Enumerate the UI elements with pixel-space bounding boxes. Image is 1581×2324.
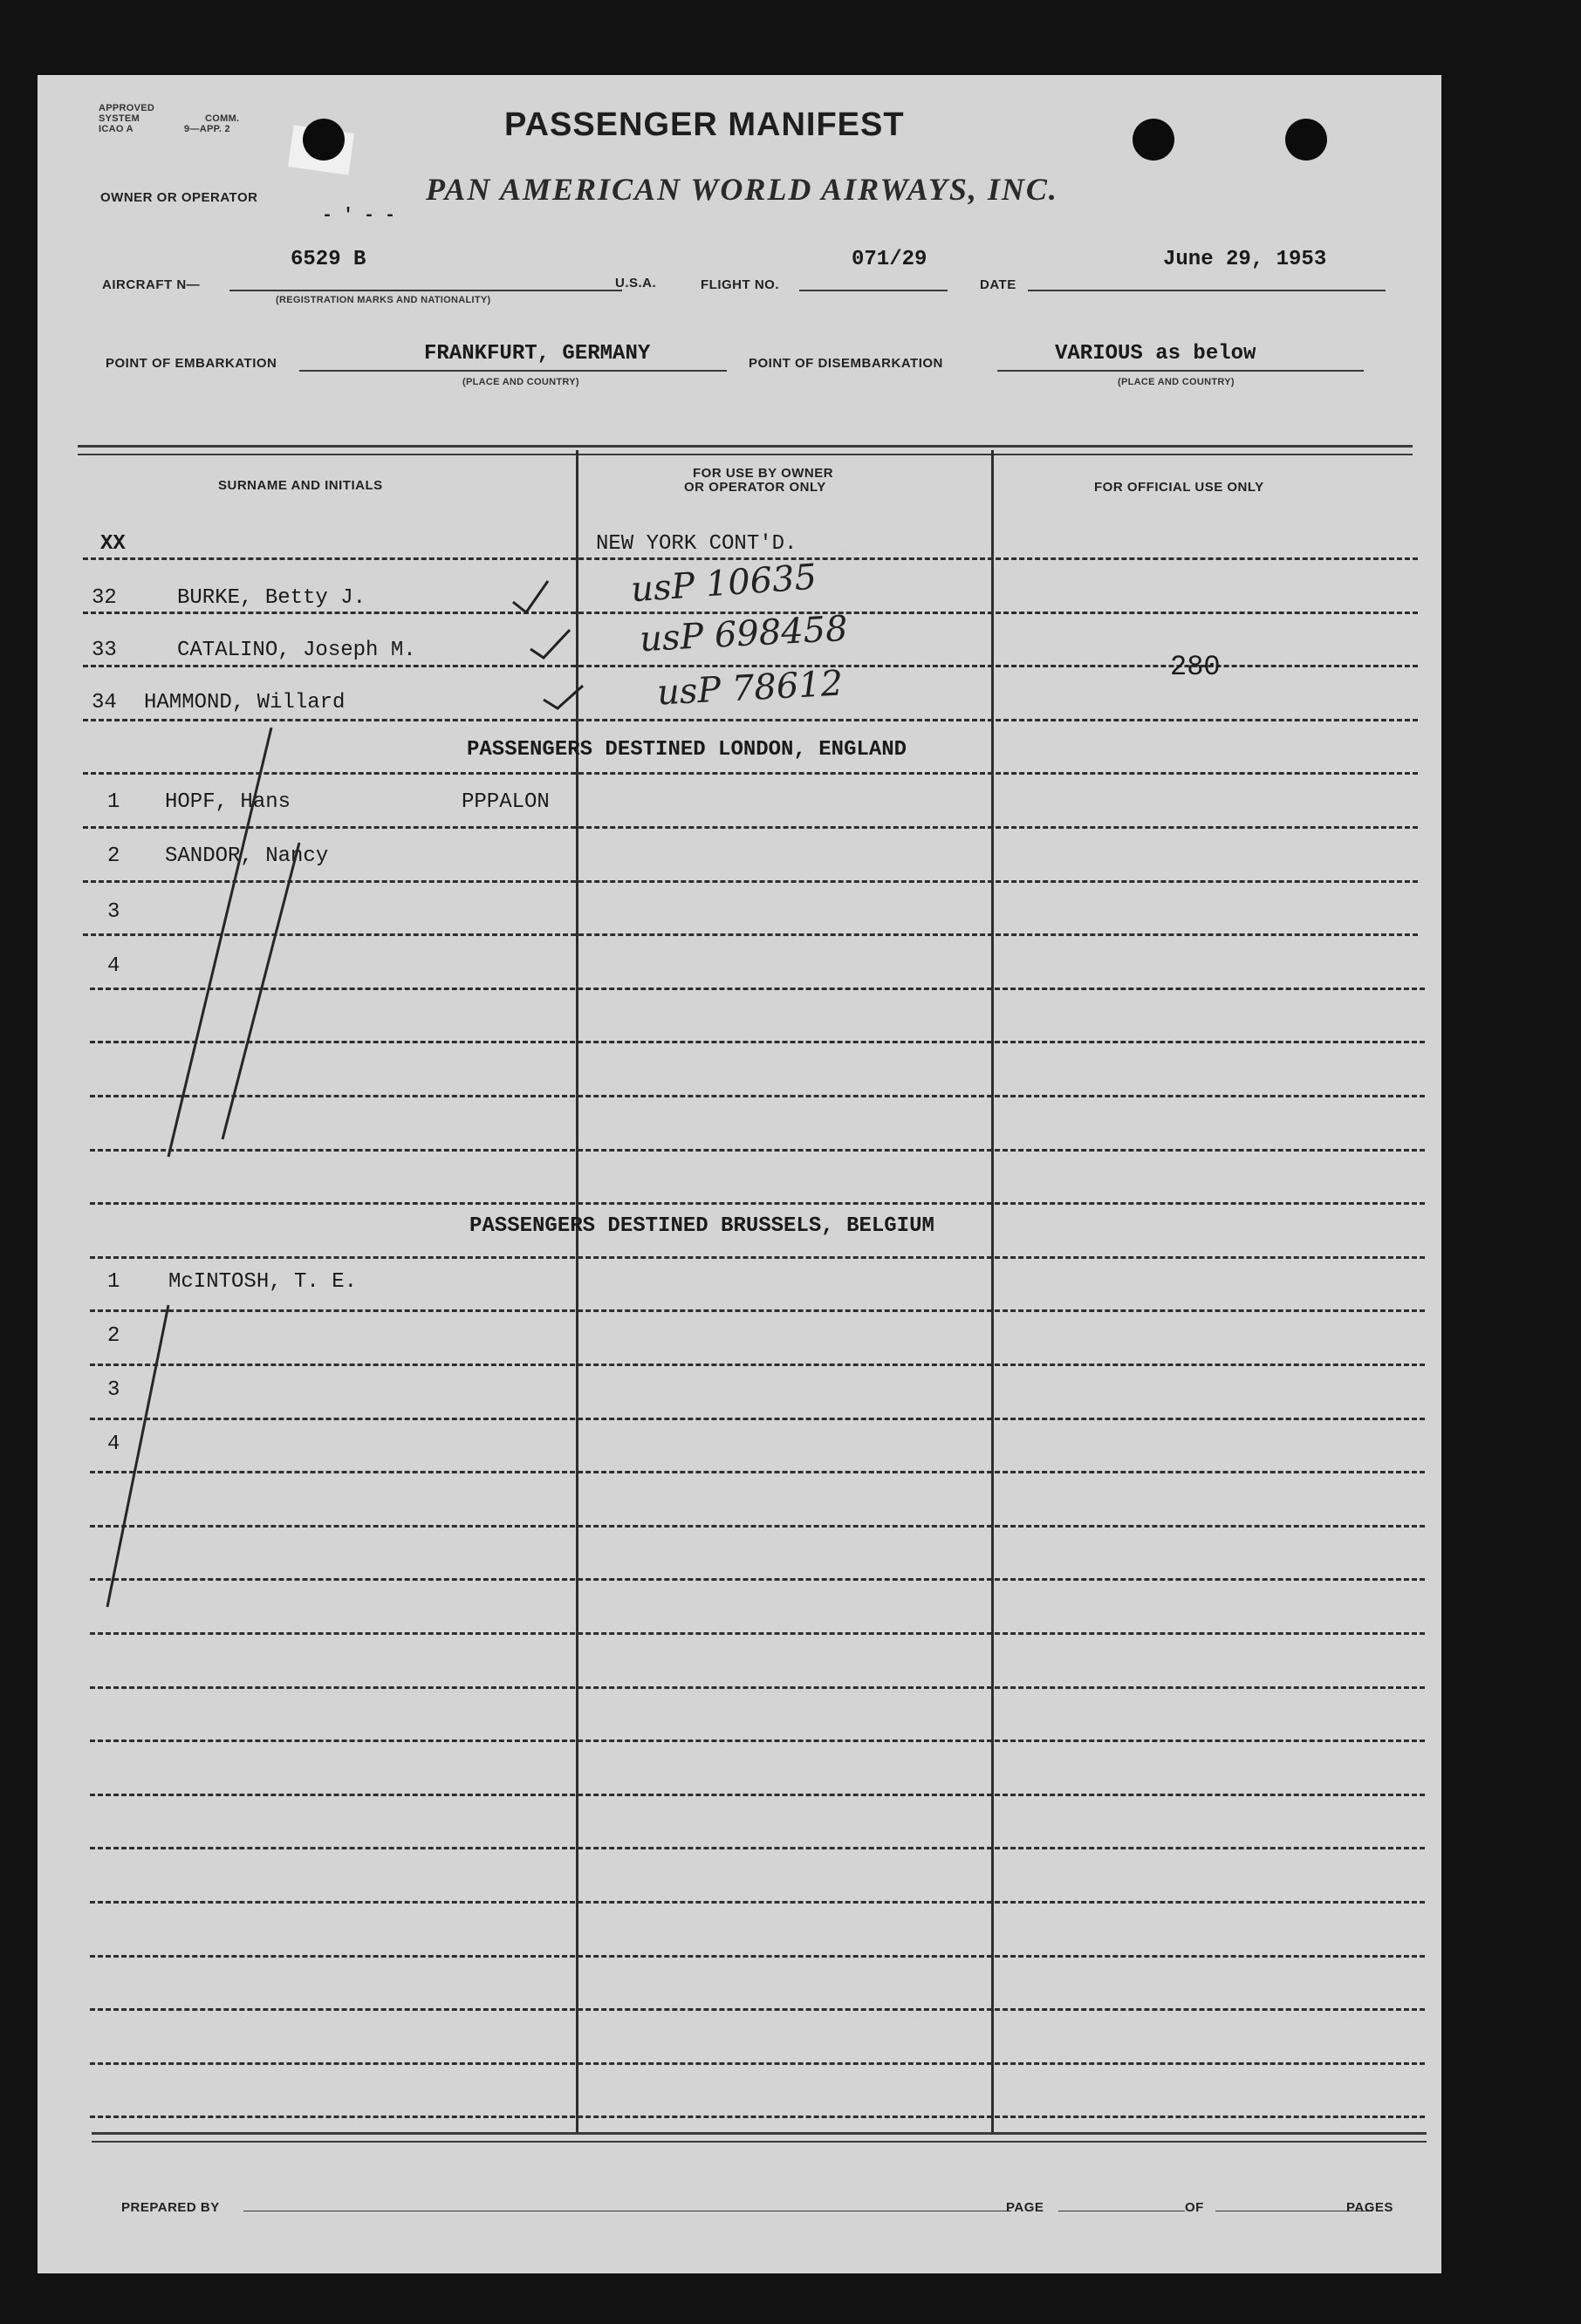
pen-marks [38,75,1441,2273]
column-header-official: FOR OFFICIAL USE ONLY [1094,480,1264,495]
row-number: 4 [107,954,120,978]
row-number: 4 [107,1432,120,1456]
row-number: 2 [107,844,120,868]
disembark-label: POINT OF DISEMBARKATION [749,356,943,371]
approval-line-2b: COMM. [205,113,240,124]
flight-label: FLIGHT NO. [701,277,779,292]
disembark-sub: (PLACE AND COUNTRY) [1118,377,1235,387]
aircraft-sub: (REGISTRATION MARKS AND NATIONALITY) [276,295,491,305]
date-label: DATE [980,277,1016,292]
usa-label: U.S.A. [615,276,657,290]
diagonal-strike-line [168,728,271,1157]
column-header-surname: SURNAME AND INITIALS [218,478,383,493]
column-header-owner-use-2: OR OPERATOR ONLY [684,480,826,495]
passenger-name: CATALINO, Joseph M. [177,639,416,662]
check-mark-icon [544,686,583,708]
embark-value: FRANKFURT, GERMANY [424,342,651,366]
diagonal-strike-line [107,1305,168,1607]
approval-line-2: SYSTEM [99,113,140,124]
row-number: 34 [92,691,117,714]
row-number: 1 [107,1270,120,1294]
check-mark-icon [530,630,570,658]
row-number: 2 [107,1324,120,1348]
embark-label: POINT OF EMBARKATION [106,356,277,371]
disembark-value: VARIOUS as below [1055,342,1256,366]
passenger-name: BURKE, Betty J. [177,586,366,610]
approval-line-3b: 9—APP. 2 [184,124,230,134]
owner-mark: - ' - - [322,206,396,226]
continued-mark: XX [100,532,126,556]
row-number: 3 [107,900,120,924]
aircraft-label: AIRCRAFT N— [102,277,201,292]
official-number: 280 [1170,651,1221,683]
row-number: 32 [92,586,117,610]
page-label: PAGE [1006,2200,1044,2215]
approval-line-1: APPROVED [99,103,155,113]
handwritten-visa-34: usP 78612 [655,663,845,714]
flight-value: 071/29 [852,248,927,271]
handwritten-visa-33: usP 698458 [638,608,849,660]
manifest-sheet [38,75,1441,2273]
passenger-name: HAMMOND, Willard [144,691,346,714]
aircraft-value: 6529 B [291,248,366,271]
pages-label: PAGES [1346,2200,1393,2215]
row-number: 1 [107,790,120,814]
section-heading-brussels: PASSENGERS DESTINED BRUSSELS, BELGIUM [469,1214,934,1238]
owner-value: PAN AMERICAN WORLD AIRWAYS, INC. [426,172,1058,207]
check-mark-icon [513,581,548,612]
prepared-by-label: PREPARED BY [121,2200,220,2215]
passenger-name: McINTOSH, T. E. [168,1270,358,1294]
handwritten-visa-32: usP 10635 [629,557,818,611]
of-label: OF [1185,2200,1204,2215]
owner-label: OWNER OR OPERATOR [100,190,258,205]
column-header-owner-use-1: FOR USE BY OWNER [693,466,834,481]
embark-sub: (PLACE AND COUNTRY) [462,377,579,387]
passenger-code: PPPALON [462,790,550,814]
page-title: PASSENGER MANIFEST [504,106,905,143]
approval-line-3: ICAO A [99,124,133,134]
passenger-name: SANDOR, Nancy [165,844,329,868]
passenger-name: HOPF, Hans [165,790,291,814]
row-number: 33 [92,639,117,662]
section-heading-london: PASSENGERS DESTINED LONDON, ENGLAND [467,738,907,762]
date-value: June 29, 1953 [1163,248,1327,271]
row-number: 3 [107,1378,120,1402]
continued-label: NEW YORK CONT'D. [596,532,797,556]
